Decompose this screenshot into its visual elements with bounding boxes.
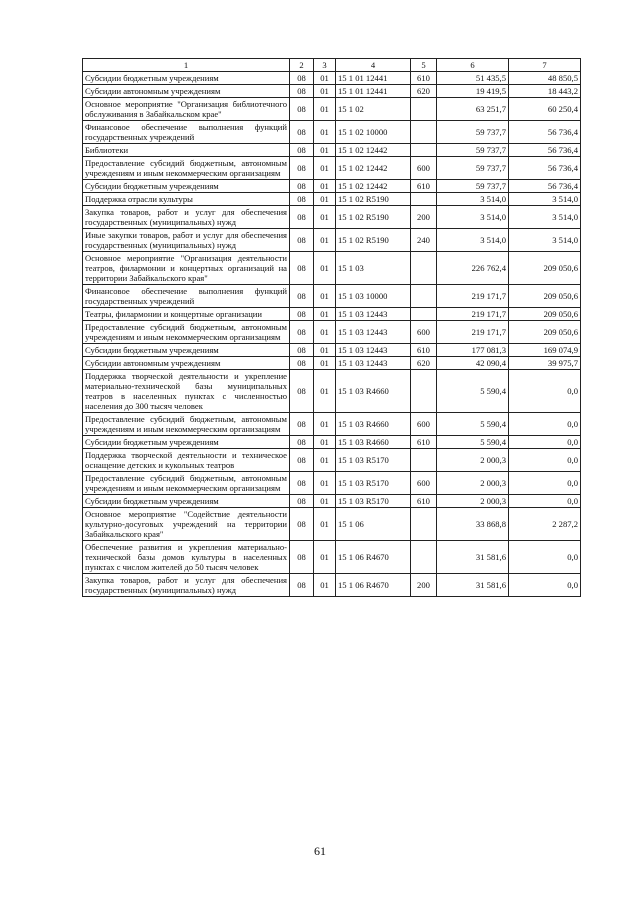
cell-amount-1: 5 590,4 bbox=[437, 436, 509, 449]
cell-target-article: 15 1 02 R5190 bbox=[336, 193, 411, 206]
cell-amount-1: 2 000,3 bbox=[437, 495, 509, 508]
cell-amount-1: 59 737,7 bbox=[437, 121, 509, 144]
table-row bbox=[83, 98, 581, 121]
cell-subsection: 01 bbox=[314, 144, 336, 157]
cell-subsection: 01 bbox=[314, 72, 336, 85]
cell-section: 08 bbox=[290, 472, 314, 495]
cell-amount-1: 5 590,4 bbox=[437, 413, 509, 436]
cell-target-article: 15 1 02 10000 bbox=[336, 121, 411, 144]
cell-amount-2: 2 287,2 bbox=[509, 508, 581, 541]
cell-target-article: 15 1 06 R4670 bbox=[336, 541, 411, 574]
table-row bbox=[83, 508, 581, 541]
cell-amount-2: 209 050,6 bbox=[509, 285, 581, 308]
cell-subsection: 01 bbox=[314, 321, 336, 344]
header-col-5: 5 bbox=[411, 59, 437, 72]
cell-amount-1: 226 762,4 bbox=[437, 252, 509, 285]
cell-target-article: 15 1 03 10000 bbox=[336, 285, 411, 308]
cell-amount-2: 56 736,4 bbox=[509, 157, 581, 180]
table-row bbox=[83, 472, 581, 495]
table-row bbox=[83, 436, 581, 449]
cell-subsection: 01 bbox=[314, 495, 336, 508]
header-row bbox=[83, 59, 581, 72]
cell-name: Субсидии бюджетным учреждениям bbox=[83, 344, 290, 357]
table-body bbox=[83, 72, 581, 597]
table-row bbox=[83, 541, 581, 574]
cell-name: Основное мероприятие "Организация деятельности театров, филармонии и концертных организаций на территории Забайкальского края" bbox=[83, 252, 290, 285]
cell-expense-type bbox=[411, 308, 437, 321]
cell-subsection: 01 bbox=[314, 413, 336, 436]
cell-expense-type: 610 bbox=[411, 344, 437, 357]
cell-subsection: 01 bbox=[314, 252, 336, 285]
table-row bbox=[83, 193, 581, 206]
header-col-7: 7 bbox=[509, 59, 581, 72]
cell-name: Субсидии бюджетным учреждениям bbox=[83, 180, 290, 193]
cell-amount-1: 3 514,0 bbox=[437, 229, 509, 252]
cell-amount-1: 3 514,0 bbox=[437, 206, 509, 229]
cell-amount-1: 31 581,6 bbox=[437, 574, 509, 597]
table-row bbox=[83, 308, 581, 321]
cell-target-article: 15 1 02 R5190 bbox=[336, 229, 411, 252]
cell-section: 08 bbox=[290, 449, 314, 472]
table-row bbox=[83, 285, 581, 308]
cell-expense-type: 600 bbox=[411, 413, 437, 436]
cell-target-article: 15 1 03 R5170 bbox=[336, 495, 411, 508]
cell-name: Закупка товаров, работ и услуг для обеспечения государственных (муниципальных) нужд bbox=[83, 206, 290, 229]
cell-amount-1: 59 737,7 bbox=[437, 157, 509, 180]
cell-name: Обеспечение развития и укрепления материально-технической базы домов культуры в населенных пунктах с числом жителей до 50 тысяч человек bbox=[83, 541, 290, 574]
cell-expense-type: 610 bbox=[411, 436, 437, 449]
cell-subsection: 01 bbox=[314, 285, 336, 308]
cell-section: 08 bbox=[290, 508, 314, 541]
cell-name: Предоставление субсидий бюджетным, автономным учреждениям и иным некоммерческим организациям bbox=[83, 413, 290, 436]
table-row bbox=[83, 229, 581, 252]
cell-target-article: 15 1 03 12443 bbox=[336, 321, 411, 344]
cell-target-article: 15 1 06 R4670 bbox=[336, 574, 411, 597]
table-row bbox=[83, 495, 581, 508]
cell-amount-2: 56 736,4 bbox=[509, 144, 581, 157]
cell-amount-2: 0,0 bbox=[509, 574, 581, 597]
cell-amount-2: 39 975,7 bbox=[509, 357, 581, 370]
cell-expense-type: 620 bbox=[411, 85, 437, 98]
cell-amount-1: 42 090,4 bbox=[437, 357, 509, 370]
cell-amount-1: 33 868,8 bbox=[437, 508, 509, 541]
cell-name: Субсидии автономным учреждениям bbox=[83, 357, 290, 370]
cell-name: Основное мероприятие "Содействие деятельности культурно-досуговых учреждений на территории Забайкальского края" bbox=[83, 508, 290, 541]
cell-amount-2: 209 050,6 bbox=[509, 252, 581, 285]
cell-section: 08 bbox=[290, 252, 314, 285]
cell-section: 08 bbox=[290, 85, 314, 98]
cell-amount-2: 0,0 bbox=[509, 472, 581, 495]
cell-expense-type: 600 bbox=[411, 157, 437, 180]
cell-section: 08 bbox=[290, 495, 314, 508]
cell-target-article: 15 1 02 12442 bbox=[336, 144, 411, 157]
cell-amount-1: 219 171,7 bbox=[437, 308, 509, 321]
cell-name: Субсидии автономным учреждениям bbox=[83, 85, 290, 98]
cell-expense-type: 610 bbox=[411, 72, 437, 85]
cell-section: 08 bbox=[290, 193, 314, 206]
table-row bbox=[83, 121, 581, 144]
cell-name: Финансовое обеспечение выполнения функций государственных учреждений bbox=[83, 121, 290, 144]
cell-amount-1: 219 171,7 bbox=[437, 285, 509, 308]
cell-target-article: 15 1 03 R5170 bbox=[336, 449, 411, 472]
cell-name: Предоставление субсидий бюджетным, автономным учреждениям и иным некоммерческим организациям bbox=[83, 157, 290, 180]
cell-subsection: 01 bbox=[314, 229, 336, 252]
cell-section: 08 bbox=[290, 574, 314, 597]
cell-amount-2: 0,0 bbox=[509, 449, 581, 472]
cell-expense-type bbox=[411, 252, 437, 285]
cell-section: 08 bbox=[290, 72, 314, 85]
cell-subsection: 01 bbox=[314, 308, 336, 321]
cell-amount-2: 3 514,0 bbox=[509, 229, 581, 252]
cell-amount-2: 18 443,2 bbox=[509, 85, 581, 98]
cell-name: Закупка товаров, работ и услуг для обеспечения государственных (муниципальных) нужд bbox=[83, 574, 290, 597]
cell-subsection: 01 bbox=[314, 541, 336, 574]
header-col-3: 3 bbox=[314, 59, 336, 72]
cell-amount-1: 63 251,7 bbox=[437, 98, 509, 121]
cell-expense-type bbox=[411, 370, 437, 413]
cell-amount-2: 0,0 bbox=[509, 370, 581, 413]
cell-target-article: 15 1 03 12443 bbox=[336, 308, 411, 321]
cell-subsection: 01 bbox=[314, 157, 336, 180]
cell-section: 08 bbox=[290, 206, 314, 229]
cell-section: 08 bbox=[290, 344, 314, 357]
cell-name: Субсидии бюджетным учреждениям bbox=[83, 436, 290, 449]
cell-subsection: 01 bbox=[314, 85, 336, 98]
table-row bbox=[83, 344, 581, 357]
cell-amount-2: 56 736,4 bbox=[509, 180, 581, 193]
cell-subsection: 01 bbox=[314, 472, 336, 495]
cell-section: 08 bbox=[290, 157, 314, 180]
cell-expense-type bbox=[411, 144, 437, 157]
header-col-4: 4 bbox=[336, 59, 411, 72]
table-row bbox=[83, 321, 581, 344]
cell-amount-2: 0,0 bbox=[509, 413, 581, 436]
cell-section: 08 bbox=[290, 285, 314, 308]
cell-name: Поддержка отрасли культуры bbox=[83, 193, 290, 206]
table-row bbox=[83, 206, 581, 229]
cell-amount-1: 2 000,3 bbox=[437, 472, 509, 495]
cell-target-article: 15 1 02 12442 bbox=[336, 157, 411, 180]
cell-name: Театры, филармонии и концертные организации bbox=[83, 308, 290, 321]
cell-amount-1: 219 171,7 bbox=[437, 321, 509, 344]
cell-target-article: 15 1 03 R4660 bbox=[336, 370, 411, 413]
cell-name: Предоставление субсидий бюджетным, автономным учреждениям и иным некоммерческим организациям bbox=[83, 321, 290, 344]
cell-section: 08 bbox=[290, 321, 314, 344]
table-row bbox=[83, 370, 581, 413]
table-row bbox=[83, 157, 581, 180]
cell-amount-2: 3 514,0 bbox=[509, 193, 581, 206]
table-row bbox=[83, 144, 581, 157]
cell-subsection: 01 bbox=[314, 121, 336, 144]
header-col-1: 1 bbox=[83, 59, 290, 72]
cell-name: Основное мероприятие "Организация библиотечного обслуживания в Забайкальском крае" bbox=[83, 98, 290, 121]
cell-expense-type: 600 bbox=[411, 321, 437, 344]
cell-section: 08 bbox=[290, 180, 314, 193]
cell-target-article: 15 1 02 R5190 bbox=[336, 206, 411, 229]
cell-amount-1: 5 590,4 bbox=[437, 370, 509, 413]
cell-amount-1: 3 514,0 bbox=[437, 193, 509, 206]
cell-target-article: 15 1 06 bbox=[336, 508, 411, 541]
cell-subsection: 01 bbox=[314, 193, 336, 206]
cell-subsection: 01 bbox=[314, 98, 336, 121]
table-row bbox=[83, 85, 581, 98]
cell-expense-type: 610 bbox=[411, 495, 437, 508]
cell-name: Субсидии бюджетным учреждениям bbox=[83, 495, 290, 508]
cell-section: 08 bbox=[290, 229, 314, 252]
cell-target-article: 15 1 03 12443 bbox=[336, 357, 411, 370]
cell-amount-2: 3 514,0 bbox=[509, 206, 581, 229]
cell-expense-type: 600 bbox=[411, 472, 437, 495]
cell-target-article: 15 1 03 bbox=[336, 252, 411, 285]
cell-expense-type: 200 bbox=[411, 574, 437, 597]
cell-target-article: 15 1 03 12443 bbox=[336, 344, 411, 357]
cell-section: 08 bbox=[290, 541, 314, 574]
cell-expense-type bbox=[411, 541, 437, 574]
cell-amount-2: 169 074,9 bbox=[509, 344, 581, 357]
cell-section: 08 bbox=[290, 436, 314, 449]
cell-amount-2: 48 850,5 bbox=[509, 72, 581, 85]
budget-table bbox=[82, 58, 581, 597]
cell-expense-type bbox=[411, 508, 437, 541]
cell-name: Поддержка творческой деятельности и укрепление материально-технической базы муниципальных театров в населенных пунктах с численностью населения до 300 тысяч человек bbox=[83, 370, 290, 413]
cell-subsection: 01 bbox=[314, 449, 336, 472]
cell-target-article: 15 1 03 R4660 bbox=[336, 436, 411, 449]
cell-subsection: 01 bbox=[314, 357, 336, 370]
cell-amount-1: 59 737,7 bbox=[437, 144, 509, 157]
cell-expense-type bbox=[411, 98, 437, 121]
cell-amount-2: 56 736,4 bbox=[509, 121, 581, 144]
cell-section: 08 bbox=[290, 413, 314, 436]
cell-target-article: 15 1 02 bbox=[336, 98, 411, 121]
cell-expense-type: 200 bbox=[411, 206, 437, 229]
cell-amount-1: 51 435,5 bbox=[437, 72, 509, 85]
cell-target-article: 15 1 02 12442 bbox=[336, 180, 411, 193]
cell-expense-type: 240 bbox=[411, 229, 437, 252]
table-row bbox=[83, 574, 581, 597]
cell-expense-type bbox=[411, 193, 437, 206]
cell-amount-1: 19 419,5 bbox=[437, 85, 509, 98]
cell-expense-type bbox=[411, 121, 437, 144]
cell-target-article: 15 1 03 R4660 bbox=[336, 413, 411, 436]
cell-amount-2: 209 050,6 bbox=[509, 308, 581, 321]
cell-target-article: 15 1 03 R5170 bbox=[336, 472, 411, 495]
cell-amount-2: 60 250,4 bbox=[509, 98, 581, 121]
table-row bbox=[83, 413, 581, 436]
cell-expense-type: 610 bbox=[411, 180, 437, 193]
cell-section: 08 bbox=[290, 357, 314, 370]
cell-amount-1: 177 081,3 bbox=[437, 344, 509, 357]
cell-expense-type bbox=[411, 449, 437, 472]
cell-amount-2: 0,0 bbox=[509, 495, 581, 508]
cell-amount-1: 2 000,3 bbox=[437, 449, 509, 472]
table-row bbox=[83, 180, 581, 193]
cell-name: Финансовое обеспечение выполнения функций государственных учреждений bbox=[83, 285, 290, 308]
table-row bbox=[83, 252, 581, 285]
cell-amount-2: 0,0 bbox=[509, 436, 581, 449]
cell-amount-2: 0,0 bbox=[509, 541, 581, 574]
cell-name: Субсидии бюджетным учреждениям bbox=[83, 72, 290, 85]
header-col-6: 6 bbox=[437, 59, 509, 72]
cell-section: 08 bbox=[290, 370, 314, 413]
cell-subsection: 01 bbox=[314, 370, 336, 413]
table-row bbox=[83, 357, 581, 370]
cell-subsection: 01 bbox=[314, 180, 336, 193]
table-row bbox=[83, 449, 581, 472]
cell-amount-2: 209 050,6 bbox=[509, 321, 581, 344]
cell-name: Предоставление субсидий бюджетным, автономным учреждениям и иным некоммерческим организациям bbox=[83, 472, 290, 495]
cell-target-article: 15 1 01 12441 bbox=[336, 85, 411, 98]
cell-amount-1: 59 737,7 bbox=[437, 180, 509, 193]
cell-name: Иные закупки товаров, работ и услуг для обеспечения государственных (муниципальных) нужд bbox=[83, 229, 290, 252]
cell-subsection: 01 bbox=[314, 344, 336, 357]
cell-section: 08 bbox=[290, 308, 314, 321]
cell-subsection: 01 bbox=[314, 508, 336, 541]
cell-amount-1: 31 581,6 bbox=[437, 541, 509, 574]
cell-section: 08 bbox=[290, 98, 314, 121]
header-col-2: 2 bbox=[290, 59, 314, 72]
cell-expense-type: 620 bbox=[411, 357, 437, 370]
cell-section: 08 bbox=[290, 144, 314, 157]
cell-expense-type bbox=[411, 285, 437, 308]
cell-subsection: 01 bbox=[314, 206, 336, 229]
page-number: 61 bbox=[314, 844, 326, 858]
cell-name: Библиотеки bbox=[83, 144, 290, 157]
cell-subsection: 01 bbox=[314, 574, 336, 597]
cell-subsection: 01 bbox=[314, 436, 336, 449]
cell-name: Поддержка творческой деятельности и техническое оснащение детских и кукольных театров bbox=[83, 449, 290, 472]
table-row bbox=[83, 72, 581, 85]
cell-section: 08 bbox=[290, 121, 314, 144]
cell-target-article: 15 1 01 12441 bbox=[336, 72, 411, 85]
